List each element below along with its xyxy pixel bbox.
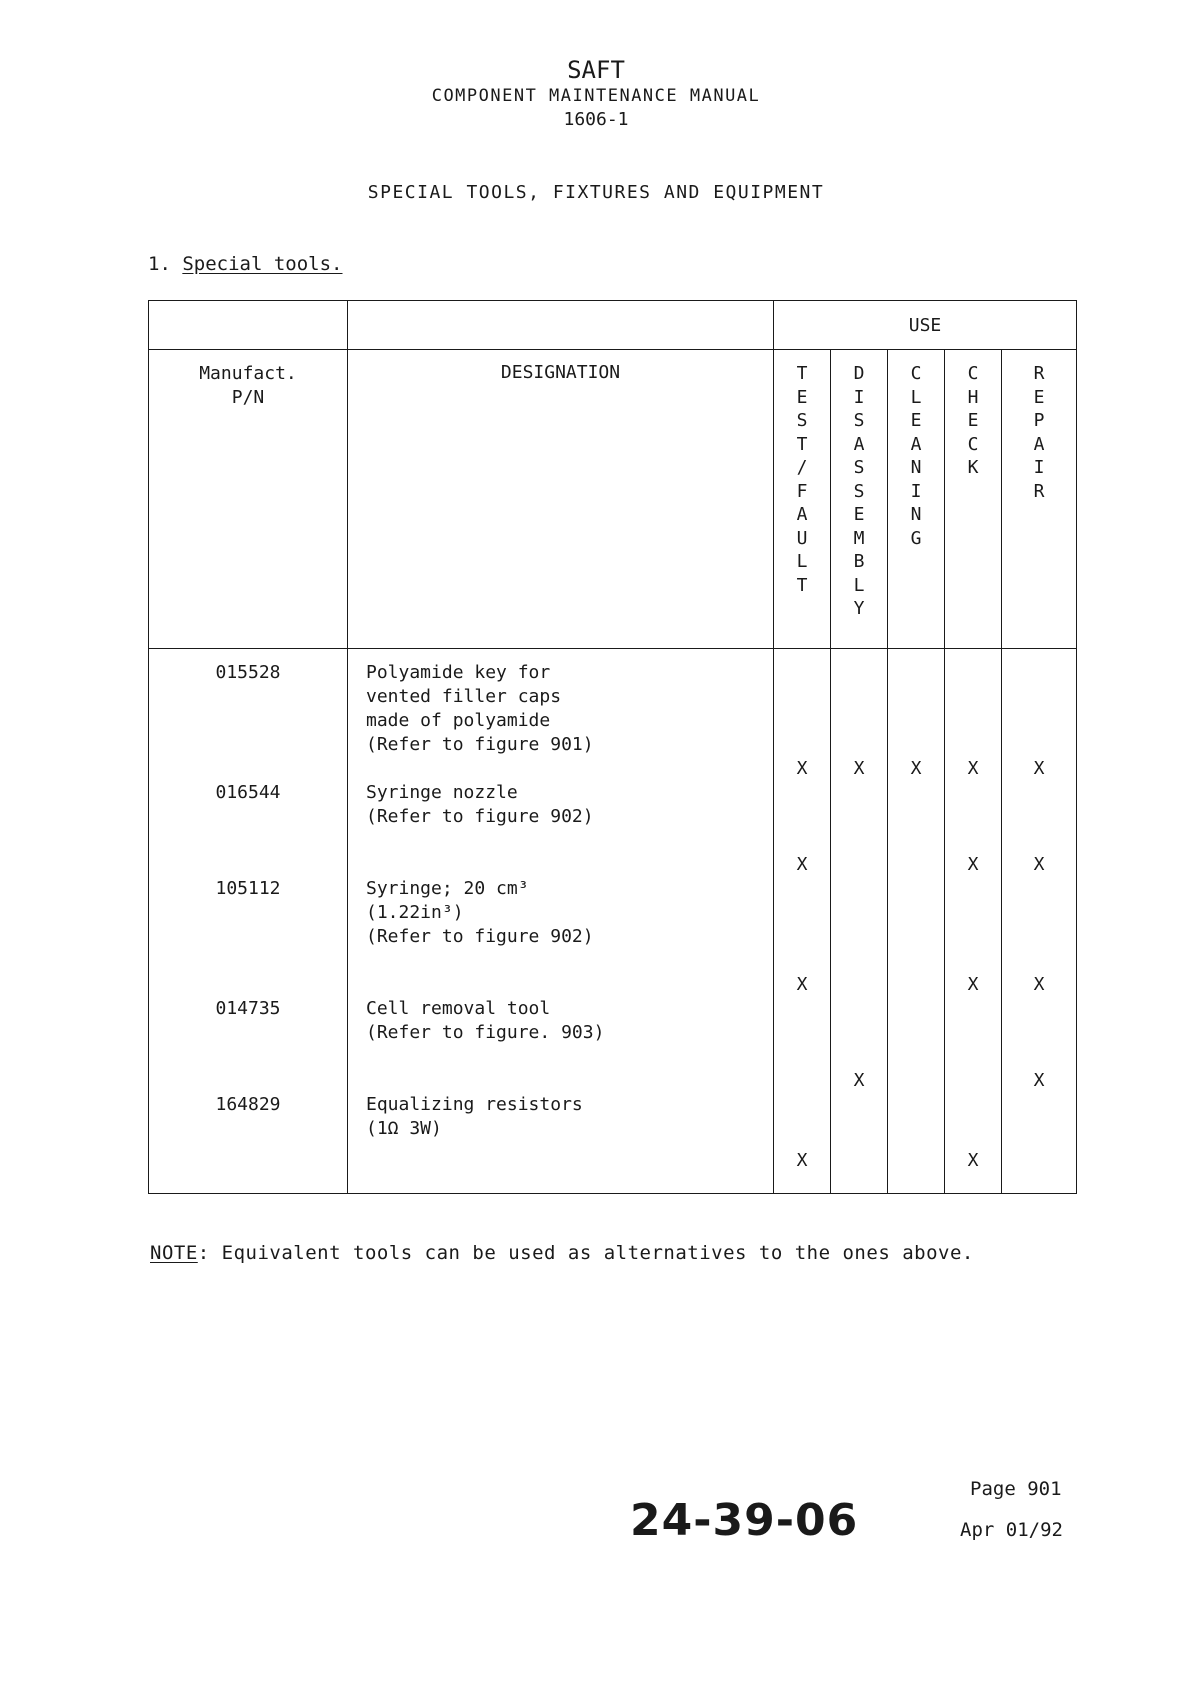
company-name: SAFT	[567, 56, 625, 84]
document-number: 1606-1	[563, 109, 629, 130]
use-x-mark: X	[796, 974, 808, 995]
header-letter: A	[853, 433, 865, 455]
use-column-header	[831, 350, 888, 649]
header-letter: R	[1033, 363, 1045, 384]
header-letter: I	[910, 480, 922, 502]
page-number: Page 901	[970, 1478, 1062, 1500]
header-letter: C	[967, 363, 979, 384]
header-letter: T	[796, 433, 808, 455]
pn-header-line2: P/N	[231, 387, 265, 408]
header-letter: A	[796, 504, 808, 525]
header-letter: U	[796, 527, 808, 549]
designation-line: vented filler caps	[366, 686, 562, 707]
part-number-text: 105112	[215, 878, 281, 899]
use-x-mark: X	[796, 854, 808, 875]
part-number-text: 015528	[215, 662, 281, 683]
designation-line: (Refer to figure 902)	[366, 806, 594, 827]
use-mark-cell	[831, 661, 887, 781]
use-mark-cell	[945, 1093, 1001, 1173]
part-number	[149, 877, 347, 997]
part-number-text: 164829	[215, 1094, 281, 1115]
designation-line: made of polyamide	[366, 710, 551, 731]
header-letter: K	[967, 457, 979, 478]
section-heading	[148, 253, 343, 275]
use-x-mark: X	[967, 854, 979, 875]
header-letter: E	[796, 386, 808, 408]
designation-line: (Refer to figure 901)	[366, 734, 594, 755]
header-letter: L	[910, 386, 922, 408]
use-mark-cell	[774, 877, 830, 997]
blank-header-cell	[348, 301, 774, 350]
use-mark-cell	[831, 1093, 887, 1173]
header-letter: N	[910, 457, 922, 478]
use-x-mark: X	[1033, 758, 1045, 779]
header-letter: I	[1033, 457, 1045, 478]
heading-text: Special tools.	[182, 253, 343, 275]
part-number-text: 016544	[215, 782, 281, 803]
use-x-mark: X	[967, 1150, 979, 1171]
use-x-mark: X	[910, 758, 922, 779]
use-mark-cell	[831, 997, 887, 1093]
note-colon: :	[197, 1242, 210, 1264]
revision-date: Apr 01/92	[960, 1519, 1063, 1541]
use-x-mark: X	[967, 758, 979, 779]
header-letter: L	[853, 574, 865, 596]
header-letter: N	[910, 504, 922, 525]
use-column-header	[1002, 350, 1077, 649]
table-header-row	[149, 350, 1077, 649]
section-title: SPECIAL TOOLS, FIXTURES AND EQUIPMENT	[367, 182, 825, 203]
designation	[348, 997, 773, 1093]
use-mark-cell	[888, 877, 944, 997]
use-mark-cell	[945, 781, 1001, 877]
header-letter: C	[910, 363, 922, 384]
designation	[348, 781, 773, 877]
use-mark-cell	[774, 1093, 830, 1173]
header-letter: /	[796, 457, 808, 478]
header-letter: S	[853, 410, 865, 431]
designation-line: Cell removal tool	[366, 998, 551, 1019]
use-header: USE	[774, 301, 1077, 350]
use-mark-column	[774, 649, 831, 1194]
pn-column	[149, 649, 348, 1194]
designation-line: Syringe; 20 cm³	[366, 878, 529, 899]
header-letter: F	[796, 480, 808, 502]
part-number-text: 014735	[215, 998, 281, 1019]
use-mark-cell	[1002, 661, 1076, 781]
part-number	[149, 781, 347, 877]
use-column-header	[945, 350, 1002, 649]
use-mark-cell	[774, 997, 830, 1093]
designation-column	[348, 649, 774, 1194]
use-mark-column	[1002, 649, 1077, 1194]
header-letter: L	[796, 551, 808, 572]
use-mark-cell	[1002, 1093, 1076, 1173]
use-mark-column	[831, 649, 888, 1194]
use-mark-cell	[774, 781, 830, 877]
use-mark-cell	[1002, 877, 1076, 997]
designation	[348, 1093, 773, 1173]
use-mark-cell	[831, 781, 887, 877]
use-mark-cell	[1002, 997, 1076, 1093]
note-text: Equivalent tools can be used as alternatives to the ones above.	[221, 1242, 974, 1264]
pn-header	[149, 350, 348, 649]
use-x-mark: X	[1033, 854, 1045, 875]
use-mark-column	[888, 649, 945, 1194]
heading-number: 1.	[148, 253, 171, 275]
designation-line: Equalizing resistors	[366, 1094, 583, 1115]
header-letter: H	[967, 386, 979, 408]
use-mark-cell	[774, 661, 830, 781]
use-x-mark: X	[796, 1150, 808, 1171]
header-letter: E	[910, 410, 922, 431]
use-mark-cell	[945, 877, 1001, 997]
note	[150, 1242, 974, 1264]
use-mark-cell	[945, 661, 1001, 781]
use-mark-cell	[1002, 781, 1076, 877]
designation-line: (1.22in³)	[366, 902, 464, 923]
header-letter: T	[796, 574, 808, 596]
header-letter: A	[910, 433, 922, 455]
use-column-header	[888, 350, 945, 649]
header-letter: Y	[853, 598, 865, 619]
part-number	[149, 997, 347, 1093]
use-mark-cell	[831, 877, 887, 997]
designation	[348, 877, 773, 997]
use-mark-cell	[888, 997, 944, 1093]
header-letter: P	[1033, 410, 1045, 431]
table-body-row	[149, 649, 1077, 1194]
header-letter: E	[1033, 386, 1045, 408]
chapter-code: 24-39-06	[630, 1495, 859, 1546]
use-x-mark: X	[853, 758, 865, 779]
table-top-row	[149, 301, 1077, 350]
designation-line: (1Ω 3W)	[366, 1118, 442, 1139]
header-letter: D	[853, 363, 865, 384]
header-letter: R	[1033, 480, 1045, 502]
designation-line: (Refer to figure 902)	[366, 926, 594, 947]
header-letter: M	[853, 527, 865, 549]
note-label: NOTE	[150, 1242, 198, 1264]
header-letter: G	[910, 527, 922, 549]
use-x-mark: X	[853, 1070, 865, 1091]
header-letter: S	[853, 480, 865, 502]
use-x-mark: X	[1033, 974, 1045, 995]
use-x-mark: X	[796, 758, 808, 779]
manual-title: COMPONENT MAINTENANCE MANUAL	[431, 86, 761, 106]
header-letter: I	[853, 386, 865, 408]
use-x-mark: X	[1033, 1070, 1045, 1091]
header-letter: B	[853, 551, 865, 572]
use-column-header	[774, 350, 831, 649]
use-mark-cell	[888, 661, 944, 781]
special-tools-table	[148, 300, 1077, 1194]
header-letter: E	[853, 504, 865, 525]
designation	[348, 661, 773, 781]
header-letter: S	[853, 457, 865, 478]
header-letter: S	[796, 410, 808, 431]
header-letter: E	[967, 410, 979, 431]
designation-header: DESIGNATION	[348, 350, 774, 649]
pn-header-line1: Manufact.	[199, 363, 297, 384]
designation-line: (Refer to figure. 903)	[366, 1022, 605, 1043]
use-x-mark: X	[967, 974, 979, 995]
header-letter: C	[967, 433, 979, 455]
use-mark-cell	[888, 781, 944, 877]
use-mark-column	[945, 649, 1002, 1194]
header-letter: T	[796, 363, 808, 384]
header-letter: A	[1033, 433, 1045, 455]
part-number	[149, 661, 347, 781]
part-number	[149, 1093, 347, 1173]
use-mark-cell	[888, 1093, 944, 1173]
use-mark-cell	[945, 997, 1001, 1093]
designation-line: Syringe nozzle	[366, 782, 518, 803]
blank-header-cell	[149, 301, 348, 350]
designation-line: Polyamide key for	[366, 662, 551, 683]
